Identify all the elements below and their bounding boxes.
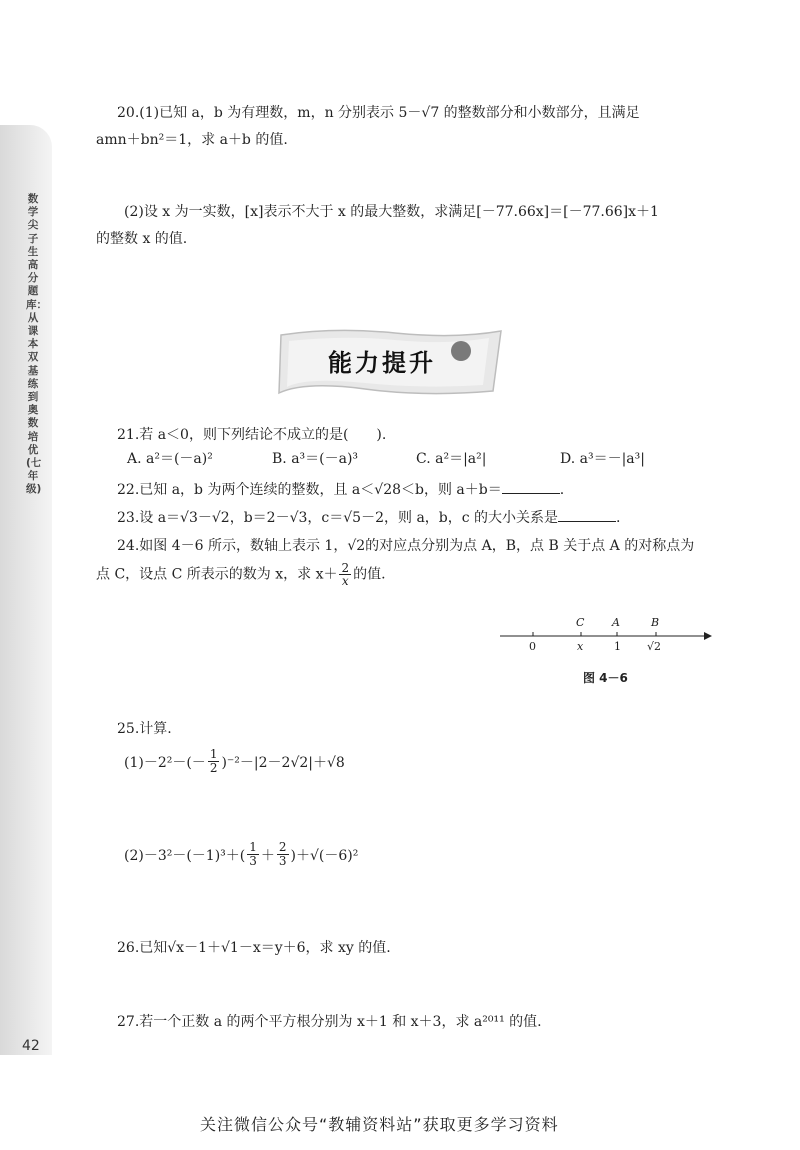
axis-label-c: C [576, 616, 585, 629]
q25-1-text-a: (1)－2²－(－ [124, 754, 206, 771]
q24-frac-den: x [341, 574, 349, 588]
q21-stem: 21.若 a＜0，则下列结论不成立的是( ). [117, 427, 387, 443]
footer-notice: 关注微信公众号“教辅资料站”获取更多学习资料 [200, 1115, 559, 1134]
q23-stem [117, 507, 621, 527]
axis-num-0: 0 [529, 640, 536, 653]
q25-1-frac-den: 2 [209, 761, 218, 775]
axis-num-x: x [577, 640, 584, 653]
axis-label-a: A [612, 616, 620, 629]
q21-choice-d: D. a³＝－|a³| [560, 451, 645, 467]
q25-2-text-b: )＋√(－6)² [290, 847, 359, 864]
q25-2-f1-den: 3 [249, 854, 257, 868]
q21-choice-a: A. a²＝(－a)² [127, 451, 213, 467]
q25-1-text-b: )⁻²－|2－2√2|＋√8 [221, 754, 345, 771]
q25-stem: 25.计算. [117, 721, 172, 737]
page-number: 42 [22, 1038, 40, 1054]
q24-text-b: 的值. [353, 566, 386, 583]
figure-caption: 图 4－6 [583, 671, 628, 685]
q25-1-frac-num: 1 [209, 747, 218, 761]
q23-text: 23.设 a＝√3－√2，b＝2－√3，c＝√5－2，则 a，b，c 的大小关系是 [117, 510, 559, 526]
q25-2-fraction-2 [277, 841, 289, 868]
q23-end: . [616, 510, 621, 526]
q25-2-fraction-1 [247, 841, 259, 868]
q22-stem [117, 479, 564, 499]
q25-part2 [124, 841, 358, 868]
q20-part2-line1: (2)设 x 为一实数，[x]表示不大于 x 的最大整数，求满足[－77.66x]＝[－77.66]x＋1 [124, 204, 659, 220]
section-title: 能力提升 [328, 349, 436, 377]
q26-stem: 26.已知√x－1＋√1－x＝y＋6，求 xy 的值. [117, 940, 391, 956]
axis-label-b: B [651, 616, 660, 629]
q22-end: . [559, 482, 565, 498]
q22-answer-blank[interactable] [502, 481, 560, 494]
q20-part2-line2: 的整数 x 的值. [96, 231, 188, 247]
q24-line1: 24.如图 4－6 所示，数轴上表示 1，√2的对应点分别为点 A，B，点 B 关于点 A 的对称点为 [117, 538, 695, 554]
q21-choice-b: B. a³＝(－a)³ [272, 451, 359, 467]
q23-answer-blank[interactable] [558, 509, 616, 522]
q27-stem: 27.若一个正数 a 的两个平方根分别为 x＋1 和 x＋3，求 a²⁰¹¹ 的值. [117, 1014, 542, 1030]
q25-2-text-a: (2)－3²－(－1)³＋( [124, 847, 246, 864]
q25-2-f2-den: 3 [278, 854, 287, 868]
book-title-vertical: 数学尖子生高分题库：从课本双基练到奥数培优(七年级) [26, 193, 47, 496]
q25-2-f2-num: 2 [278, 840, 287, 854]
q25-1-fraction [208, 748, 220, 775]
axis-num-sqrt2: √2 [647, 640, 662, 653]
axis-num-1: 1 [614, 640, 621, 653]
q25-part1 [124, 748, 345, 775]
q20-part1-line2: amn＋bn²＝1，求 a＋b 的值. [96, 132, 288, 148]
q25-2-plus: ＋ [260, 847, 275, 864]
q25-2-f1-num: 1 [249, 840, 257, 854]
q20-part1-line1: 20.(1)已知 a，b 为有理数，m，n 分别表示 5－√7 的整数部分和小数部分，且满足 [117, 105, 640, 121]
number-line-figure [496, 612, 716, 662]
q24-text-a: 点 C，设点 C 所表示的数为 x，求 x＋ [96, 566, 338, 583]
q22-text: 22.已知 a，b 为两个连续的整数，且 a＜√28＜b，则 a＋b＝ [117, 482, 502, 498]
q24-line2 [96, 562, 386, 587]
q24-fraction [339, 562, 351, 587]
banner-dot-icon [451, 341, 471, 361]
q21-choice-c: C. a²＝|a²| [416, 451, 487, 467]
q24-frac-num: 2 [341, 561, 350, 575]
